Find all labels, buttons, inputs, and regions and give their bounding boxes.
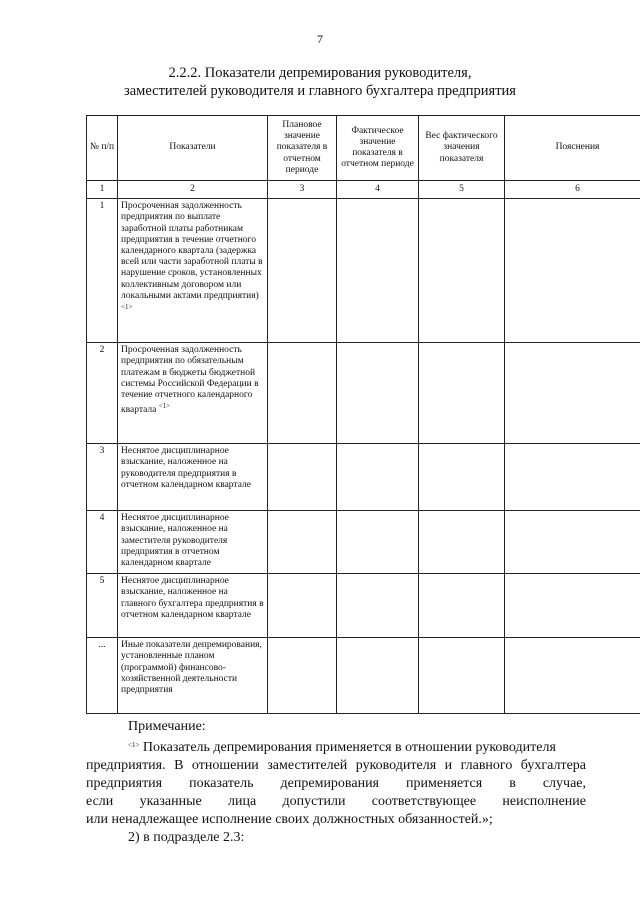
actual-value-cell [337, 444, 419, 511]
weight-cell [419, 199, 505, 343]
column-number: 1 [87, 181, 118, 199]
weight-cell [419, 343, 505, 444]
notes-cell [505, 199, 640, 343]
row-number: ... [87, 638, 118, 714]
table-row [87, 343, 640, 444]
table-row [87, 511, 640, 574]
section-title-line-2: заместителей руководителя и главного бухгалтера предприятия [124, 83, 516, 99]
table-header-row [87, 116, 640, 181]
notes-cell [505, 511, 640, 574]
table-row [87, 444, 640, 511]
note-line: предприятия показатель депремирования применяется в случае, [86, 776, 586, 791]
header-cell-indicators: Показатели [118, 116, 268, 181]
indicator-text: Неснятое дисциплинарное взыскание, наложенное на главного бухгалтера предприятия в отчетном календарном квартале [121, 576, 264, 620]
indicator-text: Иные показатели депремирования, установленные планом (программой) финансово-хозяйственной деятельности предприятия [121, 640, 262, 696]
note-block [86, 718, 586, 847]
indicator-cell [118, 199, 268, 343]
indicator-text: Просроченная задолженность предприятия по обязательным платежам в бюджеты бюджетной системы Российской Федерации в течение отчетного календарного квартала [121, 345, 259, 416]
weight-cell [419, 574, 505, 638]
row-number: 5 [87, 574, 118, 638]
actual-value-cell [337, 638, 419, 714]
planned-value-cell [268, 444, 337, 511]
indicator-text: Неснятое дисциплинарное взыскание, наложенное на заместителя руководителя предприятия в отчетном календарном квартале [121, 513, 229, 569]
table-row [87, 574, 640, 638]
column-number-row [87, 181, 640, 199]
note-heading: Примечание: [128, 719, 206, 734]
indicator-text: Неснятое дисциплинарное взыскание, наложенное на руководителя предприятия в отчетном календарном квартале [121, 446, 251, 490]
note-line: предприятия. В отношении заместителей руководителя и главного бухгалтера [86, 758, 586, 773]
notes-cell [505, 444, 640, 511]
planned-value-cell [268, 574, 337, 638]
footnote-ref: <1> [121, 303, 133, 312]
planned-value-cell [268, 638, 337, 714]
column-number: 6 [505, 181, 640, 199]
indicator-cell [118, 638, 268, 714]
planned-value-cell [268, 343, 337, 444]
actual-value-cell [337, 511, 419, 574]
weight-cell [419, 511, 505, 574]
table-row [87, 199, 640, 343]
actual-value-cell [337, 199, 419, 343]
section-title [0, 64, 640, 100]
indicator-cell [118, 343, 268, 444]
footnote-mark: <1> [128, 741, 140, 749]
row-number: 1 [87, 199, 118, 343]
column-number: 4 [337, 181, 419, 199]
header-cell-weight: Вес фактического значения показателя [419, 116, 505, 181]
column-number: 5 [419, 181, 505, 199]
note-line [86, 736, 586, 757]
indicator-text: Просроченная задолженность предприятия по выплате заработной платы работникам предприятия в течение отчетного календарного квартала (задержка всей или части заработной платы в нарушение сроков, установленных коллективным договором или локальными актами предприятия) [121, 201, 263, 301]
row-number: 4 [87, 511, 118, 574]
page-number: 7 [317, 32, 323, 46]
table-row [87, 638, 640, 714]
row-number: 3 [87, 444, 118, 511]
header-cell-planned: Плановое значение показателя в отчетном периоде [268, 116, 337, 181]
planned-value-cell [268, 199, 337, 343]
indicator-cell [118, 511, 268, 574]
column-number: 3 [268, 181, 337, 199]
actual-value-cell [337, 343, 419, 444]
column-number: 2 [118, 181, 268, 199]
note-text: Показатель депремирования применяется в отношении руководителя [142, 740, 556, 755]
note-line: или ненадлежащее исполнение своих должностных обязанностей.»; [86, 812, 493, 827]
indicator-cell [118, 574, 268, 638]
indicators-table [86, 115, 640, 714]
section-title-line-1: 2.2.2. Показатели депремирования руководителя, [168, 65, 472, 81]
footnote-ref: <1> [158, 402, 171, 411]
actual-value-cell [337, 574, 419, 638]
indicator-cell [118, 444, 268, 511]
note-line: если указанные лица допустили соответствующее неисполнение [86, 794, 586, 809]
header-cell-actual: Фактическое значение показателя в отчетном периоде [337, 116, 419, 181]
weight-cell [419, 444, 505, 511]
notes-cell [505, 343, 640, 444]
weight-cell [419, 638, 505, 714]
header-cell-number: № п/п [87, 116, 118, 181]
notes-cell [505, 638, 640, 714]
header-cell-notes: Пояснения [505, 116, 640, 181]
subsection-line: 2) в подразделе 2.3: [128, 830, 245, 845]
row-number: 2 [87, 343, 118, 444]
notes-cell [505, 574, 640, 638]
planned-value-cell [268, 511, 337, 574]
